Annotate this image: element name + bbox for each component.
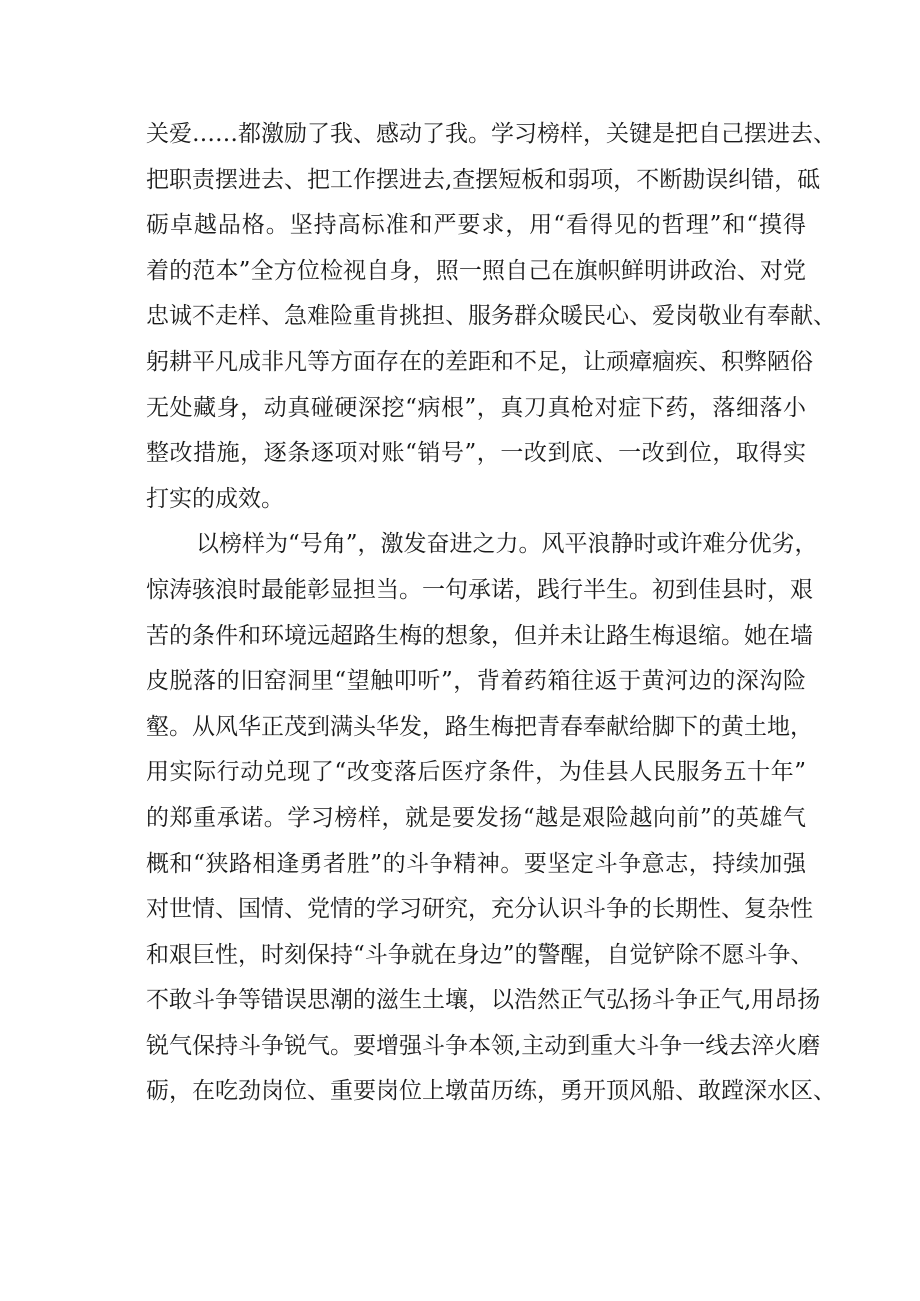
text-line: 壑。从风华正茂到满头华发，路生梅把青春奉献给脚下的黄土地， [146, 713, 813, 740]
text-line: 把职责摆进去、把工作摆进去,查摆短板和弱项，不断勘误纠错，砥 [146, 166, 821, 193]
text-line: 打实的成效。 [146, 485, 284, 512]
text-line: 皮脱落的旧窑洞里“望触叩听”，背着药箱往返于黄河边的深沟险 [146, 668, 806, 695]
text-line: 锐气保持斗争锐气。要增强斗争本领,主动到重大斗争一线去淬火磨 [146, 1032, 821, 1059]
text-line: 关爱……都激励了我、感动了我。学习榜样，关键是把自己摆进去、 [146, 121, 836, 147]
paragraph-first-line: 以榜样为“号角”，激发奋进之力。风平浪静时或许难分优劣， [196, 531, 818, 558]
text-line: 不敢斗争等错误思潮的滋生土壤，以浩然正气弘扬斗争正气,用昂扬 [146, 987, 821, 1014]
text-line: 忠诚不走样、急难险重肯挑担、服务群众暖民心、爱岗敬业有奉献、 [146, 303, 836, 330]
text-line: 和艰巨性，时刻保持“斗争就在身边”的警醒，自觉铲除不愿斗争、 [146, 941, 814, 968]
text-line: 砺卓越品格。坚持高标准和严要求，用“看得见的哲理”和“摸得 [146, 212, 806, 239]
text-line: 砺，在吃劲岗位、重要岗位上墩苗历练，勇开顶风船、敢蹚深水区、 [146, 1078, 836, 1105]
text-line: 概和“狭路相逢勇者胜”的斗争精神。要坚定斗争意志，持续加强 [146, 850, 806, 877]
text-line: 整改措施，逐条逐项对账“销号”，一改到底、一改到位，取得实 [146, 440, 806, 467]
text-line: 苦的条件和环境远超路生梅的想象，但并未让路生梅退缩。她在墙 [146, 622, 813, 649]
text-line: 无处藏身，动真碰硬深挖“病根”，真刀真枪对症下药，落细落小 [146, 394, 806, 421]
text-line: 躬耕平凡成非凡等方面存在的差距和不足，让顽瘴痼疾、积弊陋俗 [146, 348, 813, 375]
text-line: 的郑重承诺。学习榜样，就是要发扬“越是艰险越向前”的英雄气 [146, 804, 806, 831]
body-text [146, 112, 836, 1115]
text-line: 用实际行动兑现了“改变落后医疗条件，为佳县人民服务五十年” [146, 759, 806, 786]
text-line: 着的范本”全方位检视自身，照一照自己在旗帜鲜明讲政治、对党 [146, 257, 806, 284]
text-line: 惊涛骇浪时最能彰显担当。一句承诺，践行半生。初到佳县时，艰 [146, 576, 813, 603]
text-line: 对世情、国情、党情的学习研究，充分认识斗争的长期性、复杂性 [146, 896, 813, 923]
